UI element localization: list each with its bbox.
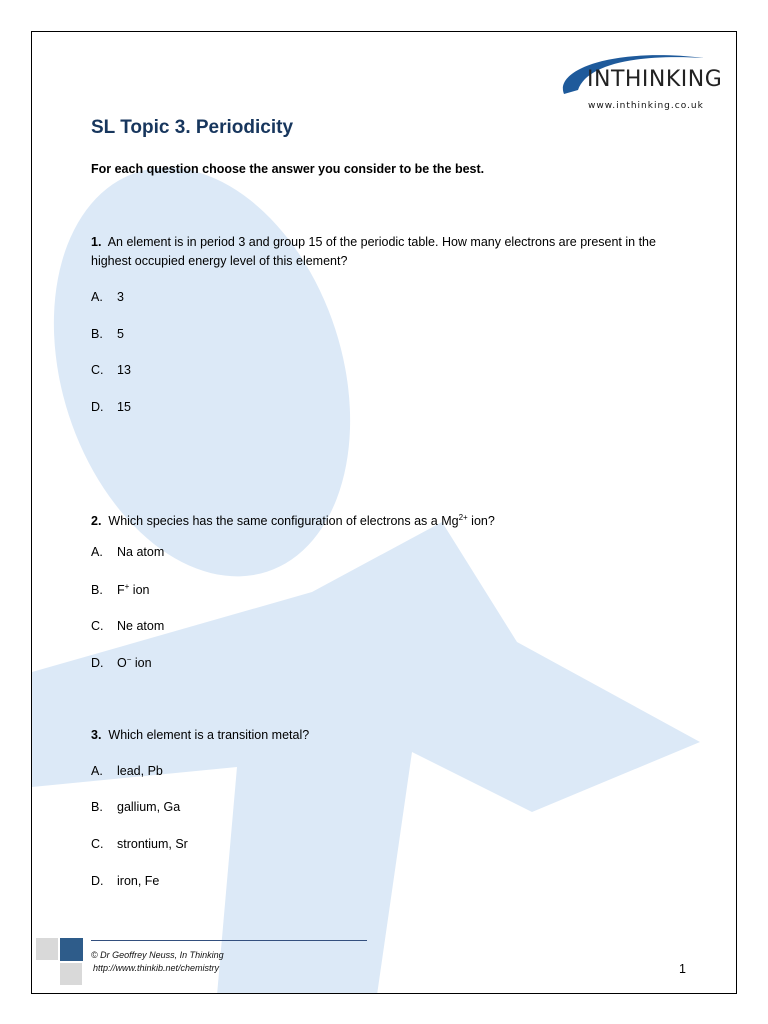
q1-option-a <box>91 290 124 304</box>
q2-option-a <box>91 545 164 559</box>
option-letter: A. <box>91 545 103 559</box>
option-text: strontium, Sr <box>117 837 188 851</box>
question-1 <box>91 233 691 271</box>
q1-option-c <box>91 363 131 377</box>
footer-square-light <box>36 938 58 960</box>
option-text-end: ion <box>129 583 150 598</box>
option-text: 3 <box>117 290 124 304</box>
q2-option-d <box>91 655 152 670</box>
option-text: iron, Fe <box>117 874 160 888</box>
option-text: F <box>117 583 125 598</box>
option-letter: B. <box>91 327 103 341</box>
inthinking-logo <box>552 42 727 122</box>
q2-option-b <box>91 582 149 597</box>
superscript-charge: + <box>124 582 130 591</box>
option-text: lead, Pb <box>117 764 163 778</box>
q1-option-b <box>91 327 124 341</box>
option-text-end: ion <box>131 656 152 671</box>
footer-square-dark <box>60 938 83 961</box>
option-letter: D. <box>91 400 104 414</box>
option-letter: B. <box>91 800 103 814</box>
question-number: 2. <box>91 514 102 529</box>
q1-option-d <box>91 400 131 414</box>
option-letter: C. <box>91 363 104 377</box>
option-text: O <box>117 656 127 671</box>
q3-option-c <box>91 837 188 851</box>
question-2 <box>91 508 691 531</box>
option-letter: A. <box>91 290 103 304</box>
option-letter: D. <box>91 874 104 888</box>
document-page <box>31 31 737 994</box>
footer-divider <box>91 940 367 941</box>
question-text: Which species has the same configuration of electrons as a Mg <box>108 514 459 529</box>
question-text: An element is in period 3 and group 15 of the periodic table. How many electrons are present in the highest occupied energy level of this element? <box>91 235 656 268</box>
option-letter: C. <box>91 837 104 851</box>
logo-text: INTHINKING <box>587 67 723 92</box>
question-text-end: ion? <box>467 514 495 529</box>
q3-option-b <box>91 800 180 814</box>
footer-url: http://www.thinkib.net/chemistry <box>93 963 220 973</box>
superscript-charge: 2+ <box>458 513 468 522</box>
q2-option-c <box>91 619 164 633</box>
page-title: SL Topic 3. Periodicity <box>91 117 294 138</box>
q3-option-a <box>91 764 163 778</box>
question-3 <box>91 726 691 745</box>
page-number: 1 <box>679 962 686 976</box>
logo-url: www.inthinking.co.uk <box>588 101 704 111</box>
footer-square-light <box>60 963 82 985</box>
option-text: 15 <box>117 400 131 414</box>
question-number: 3. <box>91 728 102 742</box>
option-letter: D. <box>91 656 104 671</box>
option-letter: C. <box>91 619 104 633</box>
option-text: Na atom <box>117 545 165 559</box>
option-letter: B. <box>91 583 103 598</box>
question-number: 1. <box>91 235 102 249</box>
option-letter: A. <box>91 764 103 778</box>
q3-option-d <box>91 874 159 888</box>
footer-author: © Dr Geoffrey Neuss, In Thinking <box>91 950 224 960</box>
option-text: Ne atom <box>117 619 165 633</box>
option-text: 5 <box>117 327 124 341</box>
option-text: 13 <box>117 363 131 377</box>
superscript-charge: − <box>126 655 132 664</box>
instructions: For each question choose the answer you consider to be the best. <box>91 162 485 176</box>
option-text: gallium, Ga <box>117 800 181 814</box>
question-text: Which element is a transition metal? <box>108 728 310 742</box>
